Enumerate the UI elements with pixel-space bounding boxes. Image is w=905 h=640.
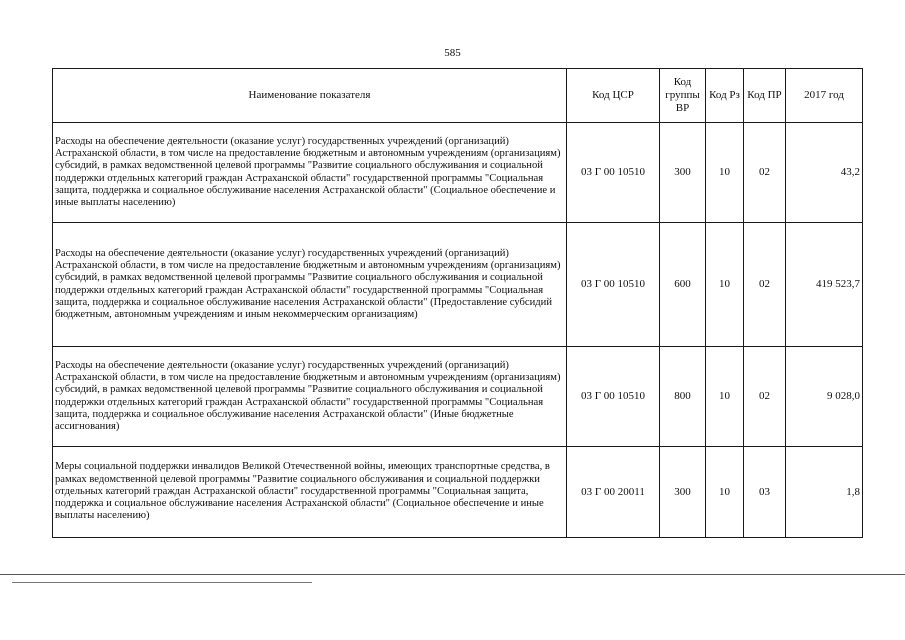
row-code: 03 Г 00 10510: [567, 223, 660, 347]
row-name: Меры социальной поддержки инвалидов Великой Отечественной войны, имеющих транспортные средства, в рамках ведомственной целевой программы "Развитие социального обслуживания и социальной поддержки отдельных категорий граждан Астраханской области" государственной программы "Социальная защита, поддержка и социальное обслуживание населения Астраханской области" (Социальное обеспечение и иные выплаты населению): [53, 447, 567, 538]
row-code: 03 Г 00 10510: [567, 347, 660, 447]
page-number: 585: [444, 47, 461, 59]
row-name: Расходы на обеспечение деятельности (оказание услуг) государственных учреждений (организаций) Астраханской области, в том числе на предоставление бюджетным и автономным учреждениям (организациям) субсидий, в рамках ведомственной целевой программы "Развитие социального обслуживания и социальной поддержки отдельных категорий граждан Астраханской области" государственной программы "Социальная защита, поддержка и социальное обслуживание населения Астраханской области" (Социальное обеспечение и иные выплаты населению): [53, 123, 567, 223]
row-pr: 02: [744, 347, 786, 447]
row-pr: 02: [744, 223, 786, 347]
page-divider-short: [12, 582, 312, 583]
table-header-row: [53, 69, 863, 123]
row-pr: 03: [744, 447, 786, 538]
row-amount: 9 028,0: [786, 347, 863, 447]
table-row: [53, 123, 863, 223]
row-amount: 43,2: [786, 123, 863, 223]
page-divider: [0, 574, 905, 575]
row-name: Расходы на обеспечение деятельности (оказание услуг) государственных учреждений (организаций) Астраханской области, в том числе на предоставление бюджетным и автономным учреждениям (организациям) субсидий, в рамках ведомственной целевой программы "Развитие социального обслуживания и социальной поддержки отдельных категорий граждан Астраханской области" государственной программы "Социальная защита, поддержка и социальное обслуживание населения Астраханской области" (Иные бюджетные ассигнования): [53, 347, 567, 447]
header-rz: Код Рз: [706, 69, 744, 123]
row-amount: 419 523,7: [786, 223, 863, 347]
budget-table: [52, 68, 863, 538]
row-vr: 300: [660, 123, 706, 223]
table-row: [53, 447, 863, 538]
table-row: [53, 223, 863, 347]
row-rz: 10: [706, 447, 744, 538]
header-pr: Код ПР: [744, 69, 786, 123]
row-name: Расходы на обеспечение деятельности (оказание услуг) государственных учреждений (организаций) Астраханской области, в том числе на предоставление бюджетным и автономным учреждениям (организациям) субсидий, в рамках ведомственной целевой программы "Развитие социального обслуживания и социальной поддержки отдельных категорий граждан Астраханской области" государственной программы "Социальная защита, поддержка и социальное обслуживание населения Астраханской области" (Предоставление субсидий бюджетным, автономным учреждениям и иным некоммерческим организациям): [53, 223, 567, 347]
row-rz: 10: [706, 123, 744, 223]
row-rz: 10: [706, 223, 744, 347]
row-vr: 800: [660, 347, 706, 447]
row-vr: 300: [660, 447, 706, 538]
row-amount: 1,8: [786, 447, 863, 538]
table-row: [53, 347, 863, 447]
row-code: 03 Г 00 20011: [567, 447, 660, 538]
row-vr: 600: [660, 223, 706, 347]
header-year: 2017 год: [786, 69, 863, 123]
row-rz: 10: [706, 347, 744, 447]
header-code: Код ЦСР: [567, 69, 660, 123]
header-name: Наименование показателя: [53, 69, 567, 123]
row-code: 03 Г 00 10510: [567, 123, 660, 223]
header-vr: Код группы ВР: [660, 69, 706, 123]
row-pr: 02: [744, 123, 786, 223]
